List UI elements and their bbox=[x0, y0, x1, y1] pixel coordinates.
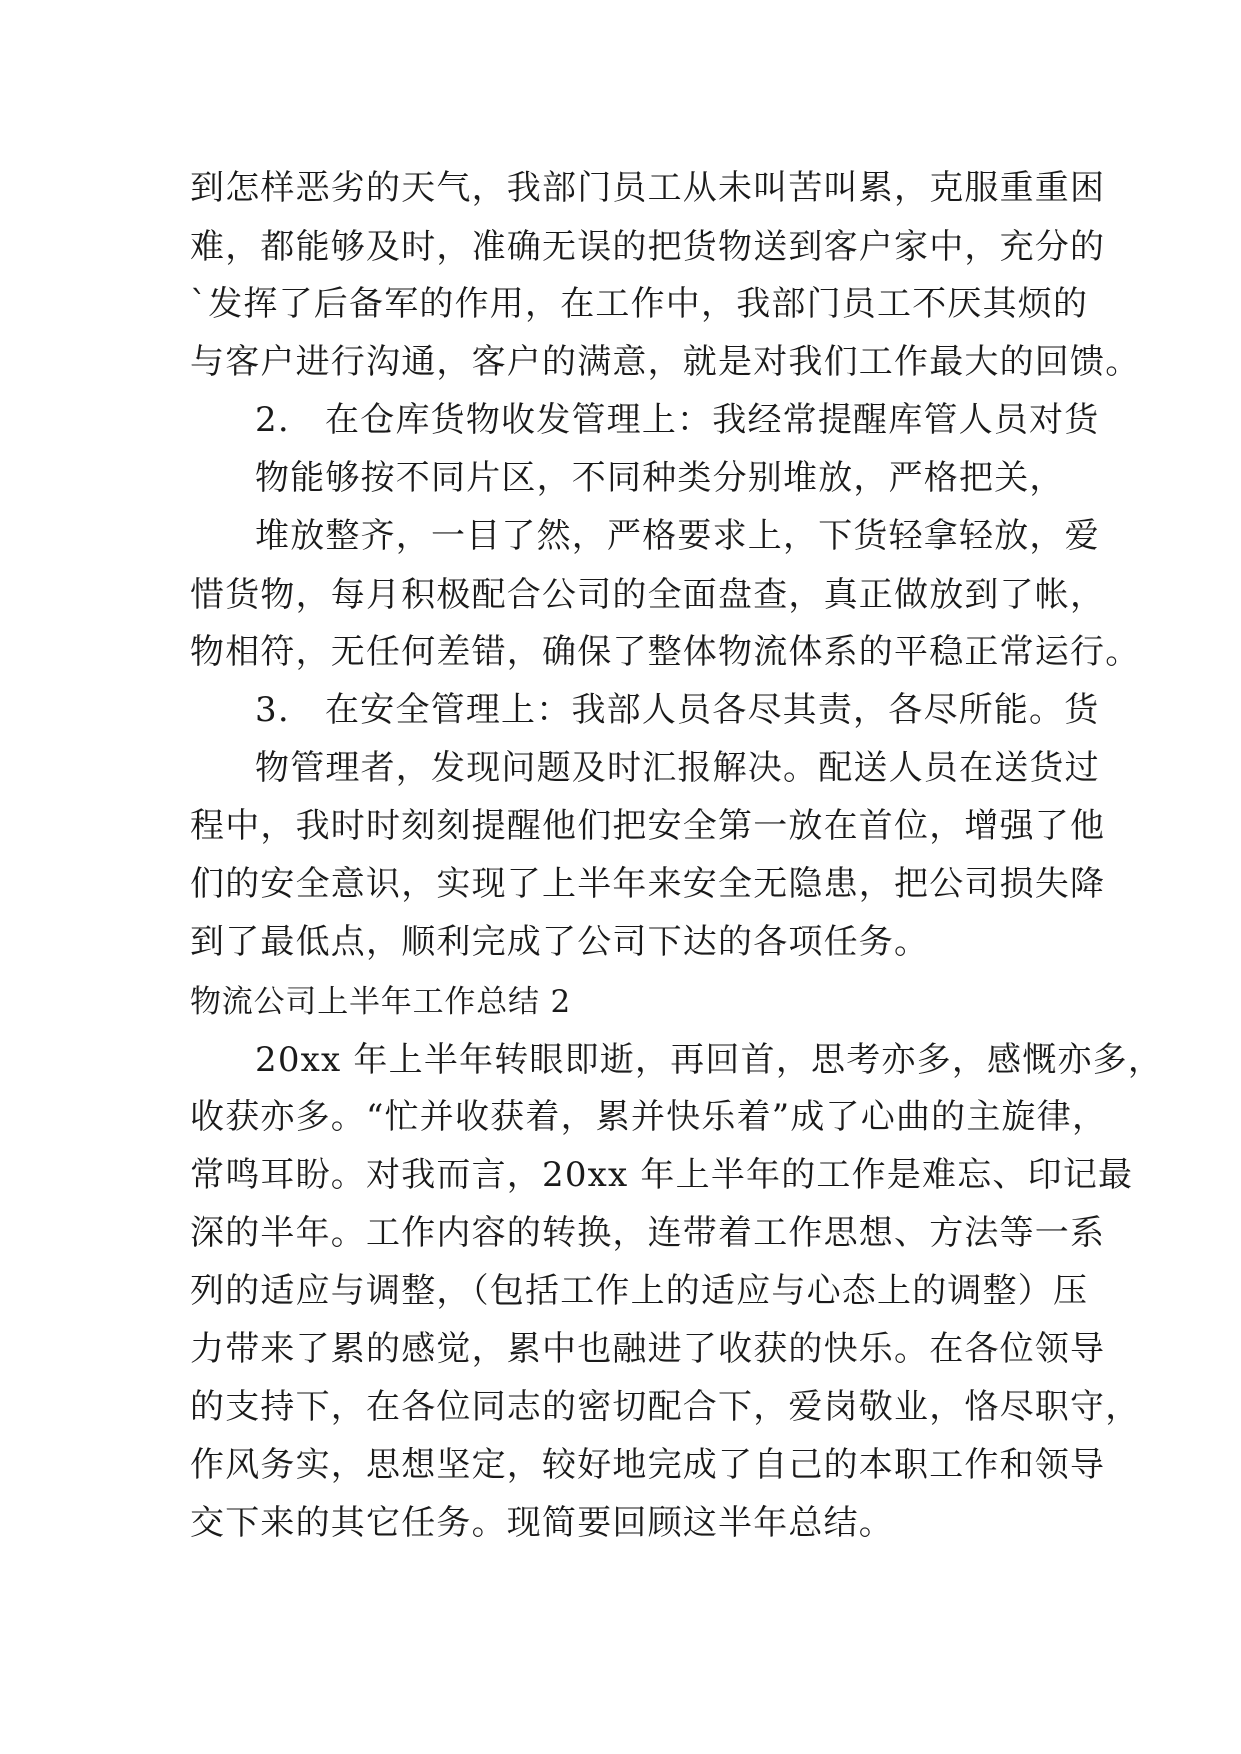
paragraph-line: `发挥了后备军的作用，在工作中，我部门员工不厌其烦的 bbox=[190, 284, 1089, 324]
paragraph-line: 到了最低点，顺利完成了公司下达的各项任务。 bbox=[190, 922, 930, 962]
paragraph-line: 堆放整齐，一目了然，严格要求上，下货轻拿轻放，爱 bbox=[255, 516, 1100, 556]
paragraph-line: 物能够按不同片区，不同种类分别堆放，严格把关， bbox=[255, 458, 1065, 498]
paragraph-line: 与客户进行沟通，客户的满意，就是对我们工作最大的回馈。 bbox=[190, 342, 1141, 382]
list-item-2: 2. 在仓库货物收发管理上：我经常提醒库管人员对货 bbox=[255, 400, 1100, 440]
paragraph-line: 深的半年。工作内容的转换，连带着工作思想、方法等一系 bbox=[190, 1213, 1106, 1253]
paragraph-line: 力带来了累的感觉，累中也融进了收获的快乐。在各位领导 bbox=[190, 1329, 1106, 1369]
paragraph-line: 20xx 年上半年转眼即逝，再回首，思考亦多，感慨亦多， bbox=[255, 1040, 1164, 1080]
paragraph-line: 常鸣耳盼。对我而言，20xx 年上半年的工作是难忘、印记最 bbox=[190, 1155, 1134, 1195]
list-item-3: 3. 在安全管理上：我部人员各尽其责，各尽所能。货 bbox=[255, 690, 1100, 730]
paragraph-line: 到怎样恶劣的天气，我部门员工从未叫苦叫累，克服重重困 bbox=[190, 168, 1106, 208]
paragraph-line: 们的安全意识，实现了上半年来安全无隐患，把公司损失降 bbox=[190, 864, 1106, 904]
paragraph-line: 列的适应与调整，（包括工作上的适应与心态上的调整）压 bbox=[190, 1271, 1089, 1311]
paragraph-line: 交下来的其它任务。现简要回顾这半年总结。 bbox=[190, 1503, 894, 1543]
paragraph-line: 惜货物，每月积极配合公司的全面盘查，真正做放到了帐， bbox=[190, 575, 1106, 615]
paragraph-line: 收获亦多。“忙并收获着，累并快乐着”成了心曲的主旋律， bbox=[190, 1097, 1108, 1137]
paragraph-line: 的支持下，在各位同志的密切配合下，爱岗敬业，恪尽职守， bbox=[190, 1387, 1141, 1427]
paragraph-line: 物相符，无任何差错，确保了整体物流体系的平稳正常运行。 bbox=[190, 632, 1141, 672]
paragraph-line: 程中，我时时刻刻提醒他们把安全第一放在首位，增强了他 bbox=[190, 806, 1106, 846]
paragraph-line: 难，都能够及时，准确无误的把货物送到客户家中，充分的 bbox=[190, 227, 1106, 267]
paragraph-line: 作风务实，思想坚定，较好地完成了自己的本职工作和领导 bbox=[190, 1445, 1106, 1485]
section-heading: 物流公司上半年工作总结 2 bbox=[190, 984, 571, 1020]
paragraph-line: 物管理者，发现问题及时汇报解决。配送人员在送货过 bbox=[255, 748, 1100, 788]
